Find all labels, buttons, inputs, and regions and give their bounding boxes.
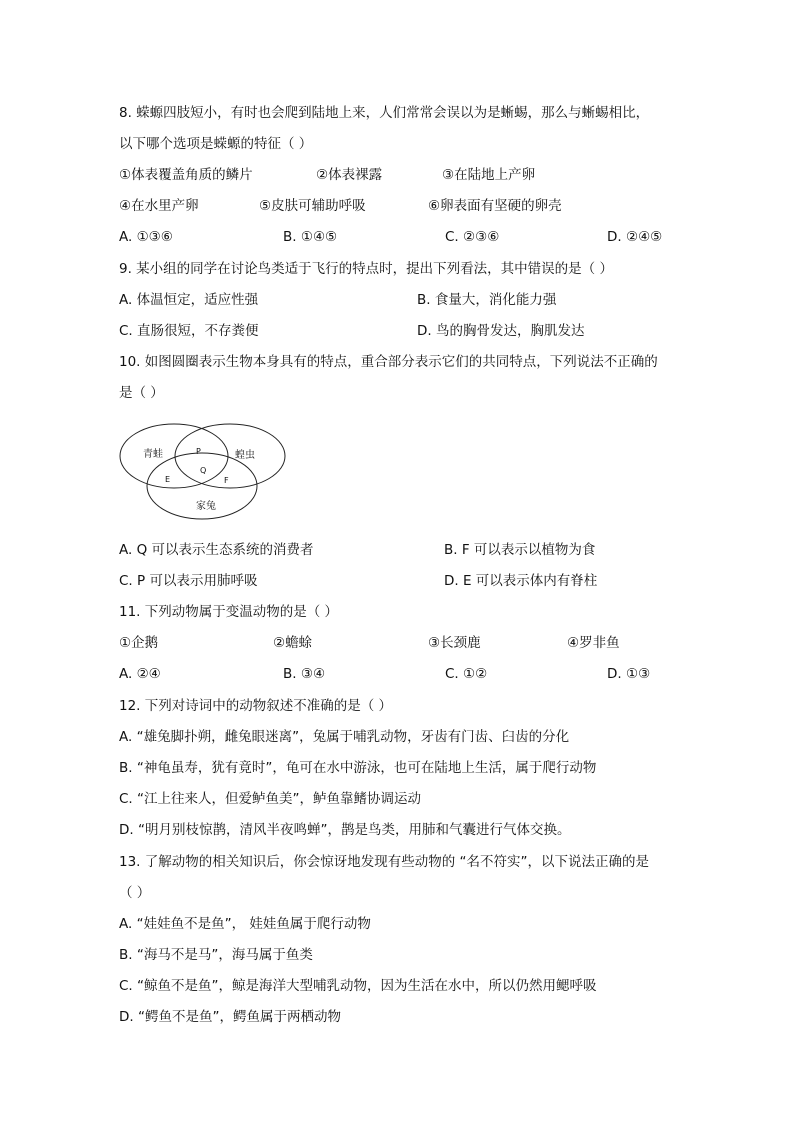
q9-option-d: D. 鸟的胸骨发达，胸肌发达 (417, 323, 585, 339)
q11-option-d: D. ①③ (607, 666, 651, 682)
venn-diagram (118, 420, 290, 524)
q13-option-b: B. “海马不是马”，海马属于鱼类 (119, 947, 313, 963)
region-p-label: P (196, 447, 201, 456)
q13-option-d: D. “鳄鱼不是鱼”，鳄鱼属于两栖动物 (119, 1009, 341, 1025)
q11-item-1: ①企鹅 (119, 635, 159, 651)
q9-option-b: B. 食量大，消化能力强 (417, 292, 557, 308)
q13-stem-line2: （ ） (119, 885, 151, 901)
q11-item-2: ②蟾蜍 (273, 635, 313, 651)
locust-circle (175, 424, 285, 488)
q11-stem: 11. 下列动物属于变温动物的是（ ） (119, 604, 339, 620)
q8-option-b: B. ①④⑤ (283, 229, 338, 245)
q12-option-a: A. “雄兔脚扑朔，雌兔眼迷离”，兔属于哺乳动物，牙齿有门齿、臼齿的分化 (119, 729, 570, 745)
q8-item-1: ①体表覆盖角质的鳞片 (119, 167, 253, 183)
q12-option-d: D. “明月别枝惊鹊，清风半夜鸣蝉”，鹊是鸟类，用肺和气囊进行气体交换。 (119, 822, 571, 838)
q8-item-2: ②体表裸露 (316, 167, 383, 183)
q9-option-c: C. 直肠很短，不存粪便 (119, 323, 259, 339)
locust-label: 蝗虫 (235, 450, 255, 461)
q8-option-d: D. ②④⑤ (607, 229, 663, 245)
q13-option-c: C. “鲸鱼不是鱼”，鲸是海洋大型哺乳动物，因为生活在水中，所以仍然用鳃呼吸 (119, 978, 597, 994)
region-f-label: F (224, 476, 229, 485)
q10-option-d: D. E 可以表示体内有脊柱 (444, 573, 598, 589)
q8-option-c: C. ②③⑥ (445, 229, 500, 245)
q8-item-4: ④在水里产卵 (119, 198, 199, 214)
q8-stem-line1: 8. 蝾螈四肢短小，有时也会爬到陆地上来，人们常常会误以为是蜥蜴，那么与蜥蜴相比， (119, 105, 650, 121)
q10-stem-line2: 是（ ） (119, 385, 164, 401)
q11-option-c: C. ①② (445, 666, 488, 682)
q9-option-a: A. 体温恒定，适应性强 (119, 292, 259, 308)
frog-circle (120, 424, 228, 488)
q13-stem-line1: 13. 了解动物的相关知识后，你会惊讶地发现有些动物的 “名不符实”，以下说法正确的是 (119, 854, 650, 870)
q8-option-a: A. ①③⑥ (119, 229, 173, 245)
q8-item-5: ⑤皮肤可辅助呼吸 (259, 198, 366, 214)
q8-item-6: ⑥卵表面有坚硬的卵壳 (428, 198, 562, 214)
q12-option-c: C. “江上往来人，但爱鲈鱼美”，鲈鱼靠鳍协调运动 (119, 791, 421, 807)
q11-option-b: B. ③④ (283, 666, 326, 682)
q10-stem-line1: 10. 如图圆圈表示生物本身具有的特点，重合部分表示它们的共同特点，下列说法不正确的 (119, 354, 658, 370)
q11-item-3: ③长颈鹿 (428, 635, 481, 651)
q10-option-c: C. P 可以表示用肺呼吸 (119, 573, 258, 589)
q13-option-a: A. “娃娃鱼不是鱼”， 娃娃鱼属于爬行动物 (119, 916, 371, 932)
q12-option-b: B. “神龟虽寿，犹有竟时”，龟可在水中游泳，也可在陆地上生活，属于爬行动物 (119, 760, 597, 776)
q11-option-a: A. ②④ (119, 666, 161, 682)
q8-item-3: ③在陆地上产卵 (442, 167, 536, 183)
q8-stem-line2: 以下哪个选项是蝾螈的特征（ ） (119, 136, 313, 152)
q11-item-4: ④罗非鱼 (567, 635, 620, 651)
region-q-label: Q (200, 466, 207, 475)
frog-label: 青蛙 (143, 449, 163, 460)
q9-stem: 9. 某小组的同学在讨论鸟类适于飞行的特点时，提出下列看法，其中错误的是（ ） (119, 261, 613, 277)
q12-stem: 12. 下列对诗词中的动物叙述不准确的是（ ） (119, 698, 393, 714)
region-e-label: E (165, 475, 171, 484)
rabbit-label: 家兔 (196, 501, 216, 512)
q10-option-b: B. F 可以表示以植物为食 (444, 542, 596, 558)
q10-option-a: A. Q 可以表示生态系统的消费者 (119, 542, 314, 558)
